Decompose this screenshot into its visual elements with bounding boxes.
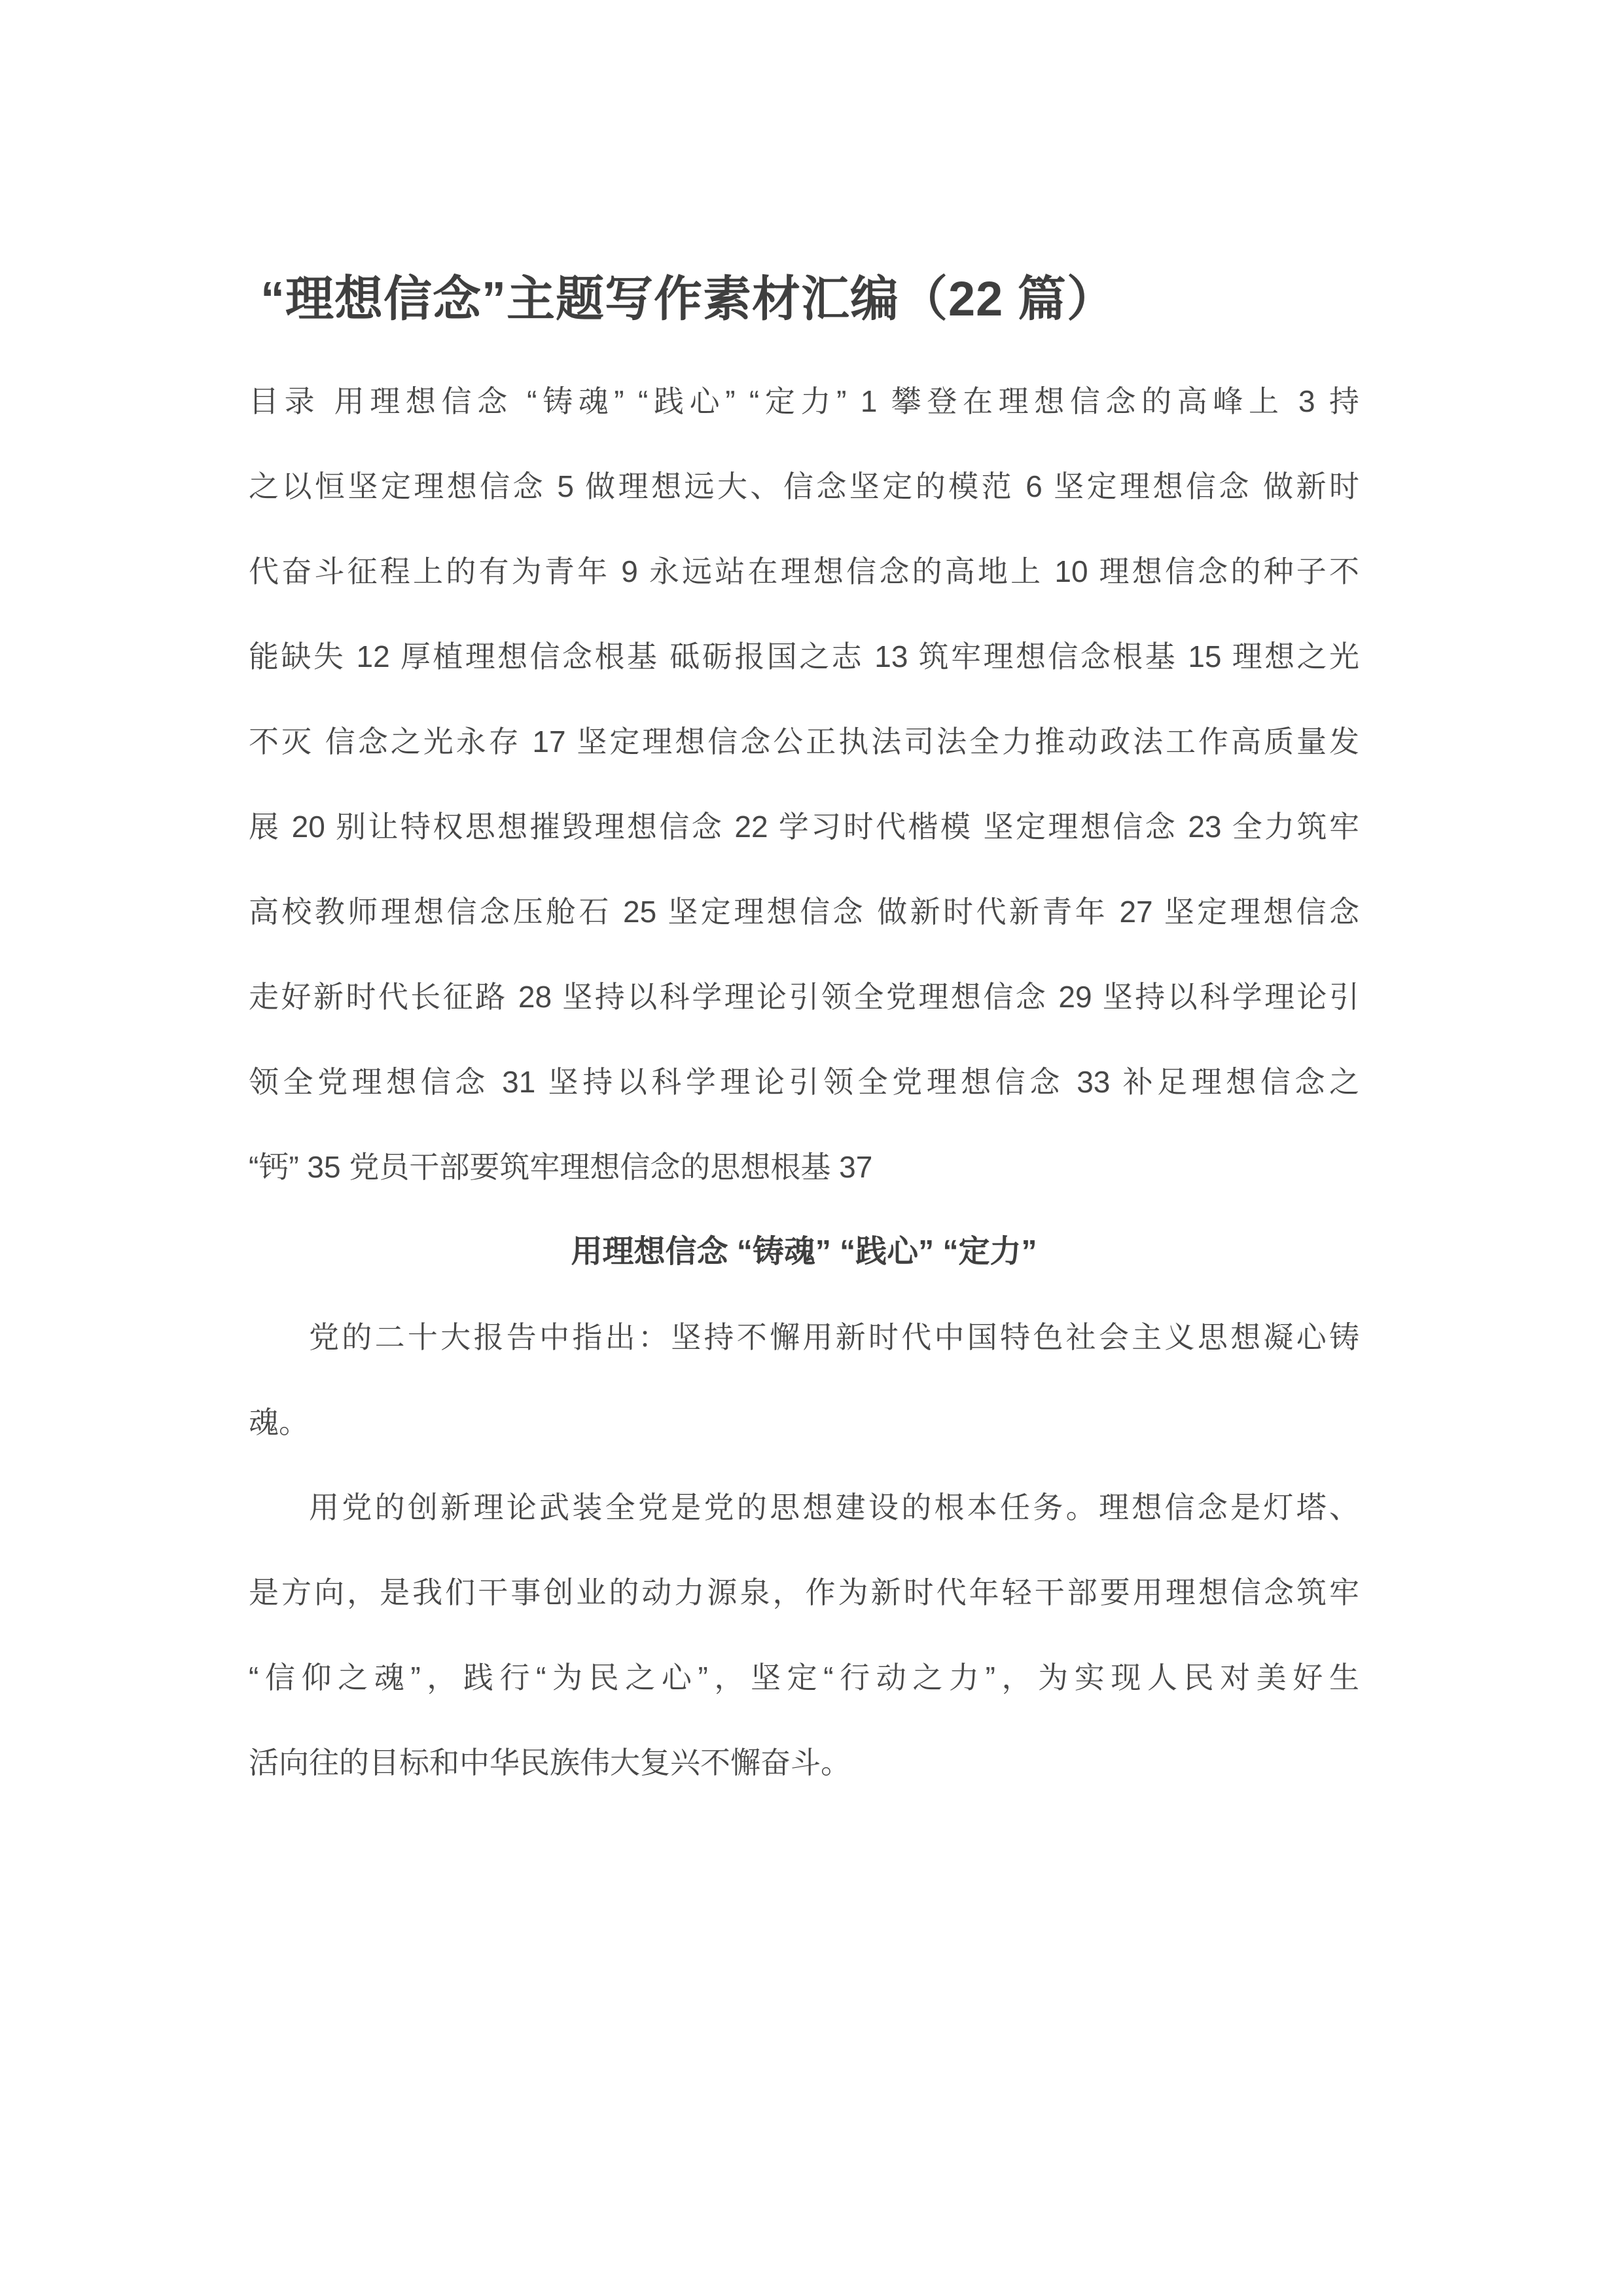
text-line: 走好新时代长征路 28 坚持以科学理论引领全党理想信念 29 坚持以科学理论引 xyxy=(249,980,1359,1014)
text-line: 高校教师理想信念压舱石 25 坚定理想信念 做新时代新青年 27 坚定理想信念 xyxy=(249,895,1359,929)
text-line: 之以恒坚定理想信念 5 做理想远大、信念坚定的模范 6 坚定理想信念 做新时 xyxy=(249,469,1359,503)
section-heading: 用理想信念 “铸魂” “践心” “定力” xyxy=(571,1234,1037,1269)
body-paragraph-2 xyxy=(249,1465,1359,1805)
text-line: 用党的创新理论武装全党是党的思想建设的根本任务。理想信念是灯塔、 xyxy=(309,1490,1359,1524)
text-line: 代奋斗征程上的有为青年 9 永远站在理想信念的高地上 10 理想信念的种子不 xyxy=(249,554,1359,588)
text-line: 展 20 别让特权思想摧毁理想信念 22 学习时代楷模 坚定理想信念 23 全力筑牢 xyxy=(249,810,1359,844)
document-content xyxy=(249,359,1359,1805)
text-line: “信仰之魂”，践行“为民之心”，坚定“行动之力”，为实现人民对美好生 xyxy=(249,1660,1359,1695)
text-line: 能缺失 12 厚植理想信念根基 砥砺报国之志 13 筑牢理想信念根基 15 理想之光 xyxy=(249,639,1359,673)
text-line: 活向往的目标和中华民族伟大复兴不懈奋斗。 xyxy=(249,1746,851,1780)
text-line: 党的二十大报告中指出：坚持不懈用新时代中国特色社会主义思想凝心铸 xyxy=(309,1320,1359,1354)
text-line: 是方向，是我们干事创业的动力源泉，作为新时代年轻干部要用理想信念筑牢 xyxy=(249,1575,1359,1609)
text-line: 目录 用理想信念 “铸魂” “践心” “定力” 1 攀登在理想信念的高峰上 3 持 xyxy=(249,384,1359,418)
text-line: 魂。 xyxy=(249,1405,309,1439)
toc-paragraph xyxy=(249,359,1359,1210)
text-line: 领全党理想信念 31 坚持以科学理论引领全党理想信念 33 补足理想信念之 xyxy=(249,1065,1359,1099)
text-line: “钙” 35 党员干部要筑牢理想信念的思想根基 37 xyxy=(249,1150,873,1184)
body-paragraph-1 xyxy=(249,1295,1359,1465)
document-title: “理想信念”主题写作素材汇编（22 篇） xyxy=(260,272,1116,326)
text-line: 不灭 信念之光永存 17 坚定理想信念公正执法司法全力推动政法工作高质量发 xyxy=(249,725,1359,759)
